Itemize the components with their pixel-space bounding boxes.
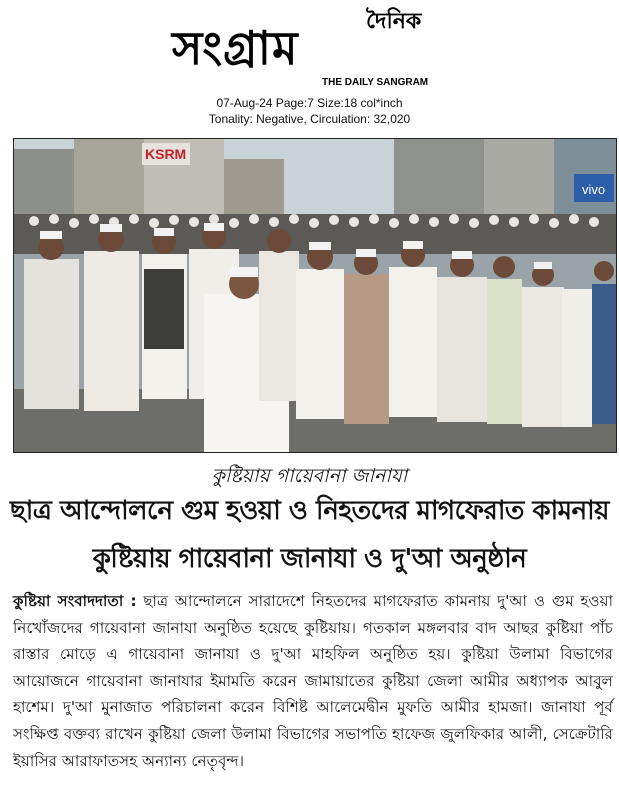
newspaper-logo-text: সংগ্রাম <box>172 21 299 75</box>
article-dateline: কুষ্টিয়া সংবাদদাতা : <box>13 592 137 610</box>
article-body-text: ছাত্র আন্দোলনে সারাদেশে নিহতদের মাগফেরাত কামনায় দু'আ ও গুম হওয়া নিখোঁজদের গায়েবানা জানাযা অনুষ্ঠিত হয়েছে কুষ্টিয়ায়। গতকাল মঙ্গলবার বাদ আছর কুষ্টিয়া পাঁচ রাস্তার মোড়ে এ গায়েবানা জানাযা ও দু'আ মাহফিল অনুষ্ঠিত হয়। কুষ্টিয়া উলামা বিভাগের আয়োজনে গায়েবানা জানাযার ইমামতি করেন জামায়াতের কুষ্টিয়া জেলা আমীর অধ্যাপক আবুল হাশেম। দু'আ মুনাজাত পরিচালনা করেন বিশিষ্ট আলেমেদ্বীন মুফতি আমীর হামজা। জানাযা পূর্ব সংক্ষিপ্ত বক্তব্য রাখেন কুষ্টিয়া জেলা উলামা বিভাগের সভাপতি হাফেজ জুলফিকার আলী, সেক্রেটারি ইয়াসির আরাফাতসহ অন্যান্য নেতৃবৃন্দ। <box>13 592 614 770</box>
masthead <box>0 0 619 135</box>
masthead-dainik: দৈনিক <box>366 9 422 34</box>
newspaper-logo <box>172 20 447 76</box>
clipping-meta-size: 07-Aug-24 Page:7 Size:18 col*inch <box>216 96 403 110</box>
sign-vivo: vivo <box>582 182 606 197</box>
headline-line-1: ছাত্র আন্দোলনে গুম হওয়া ও নিহতদের মাগফেরাত কামনায় <box>10 496 609 526</box>
newspaper-subtitle: THE DAILY SANGRAM <box>322 77 429 88</box>
clipping-meta-tonality: Tonality: Negative, Circulation: 32,020 <box>208 112 411 126</box>
article-kicker: কুষ্টিয়ায় গায়েবানা জানাযা <box>211 465 408 487</box>
article-photo <box>13 138 617 453</box>
headline-line-2: কুষ্টিয়ায় গায়েবানা জানাযা ও দু'আ অনুষ্ঠান <box>92 544 527 574</box>
sign-ksrm: KSRM <box>145 146 187 162</box>
article-body <box>13 588 613 774</box>
prayer-crowd-image <box>14 139 616 452</box>
